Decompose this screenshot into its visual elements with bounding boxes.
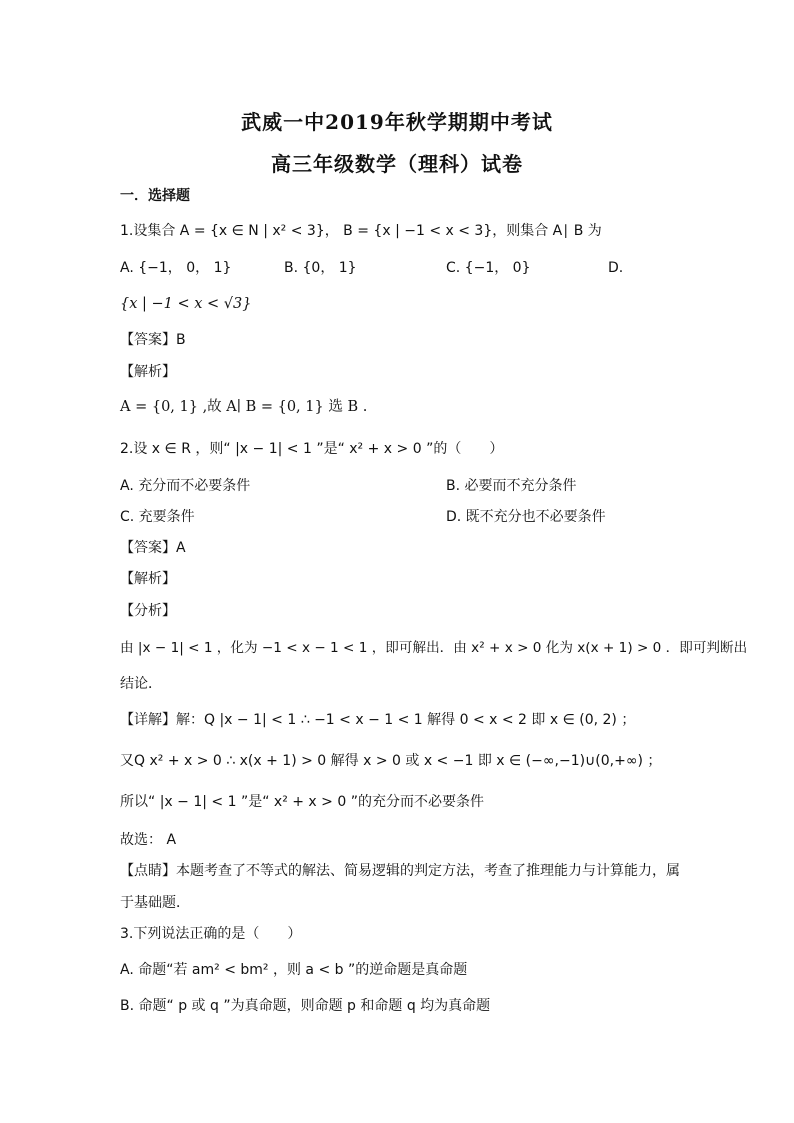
section-heading: 一．选择题 bbox=[120, 188, 190, 204]
question-1-option-a: A. {−1， 0， 1} bbox=[120, 260, 232, 276]
question-3-stem: 3.下列说法正确的是（ ） bbox=[120, 926, 302, 942]
answer-value: B bbox=[176, 332, 186, 348]
question-1-option-d: D. bbox=[608, 260, 624, 276]
question-1-option-d-value: {x | −1 < x < √3} bbox=[120, 296, 252, 312]
question-2-option-b: B. 必要而不充分条件 bbox=[446, 478, 577, 494]
question-2-choose: 故选： A bbox=[120, 832, 177, 848]
question-3-option-b: B. 命题“ p 或 q ”为真命题，则命题 p 和命题 q 均为真命题 bbox=[120, 998, 491, 1014]
question-2-option-a: A. 充分而不必要条件 bbox=[120, 478, 251, 494]
question-2-dianjing-line-2: 于基础题． bbox=[120, 895, 190, 911]
question-1-option-b: B. {0， 1} bbox=[284, 260, 357, 276]
answer-tag: 【答案】 bbox=[120, 540, 176, 556]
question-2-xiangjie-line-1 bbox=[120, 709, 635, 731]
answer-tag: 【答案】 bbox=[120, 332, 176, 348]
question-2-answer bbox=[120, 537, 186, 559]
question-1-analysis: A = {0, 1} ,故 A∣ B = {0, 1} 选 B . bbox=[120, 399, 368, 415]
question-2-xiangjie-line-2: 又Q x² + x > 0 ∴ x(x + 1) > 0 解得 x > 0 或 x < −1 即 x ∈ (−∞,−1)∪(0,+∞) ； bbox=[120, 753, 662, 769]
question-2-option-c: C. 充要条件 bbox=[120, 509, 195, 525]
question-2-fenxi-tag: 【分析】 bbox=[120, 603, 176, 619]
exam-subtitle: 高三年级数学（理科）试卷 bbox=[271, 152, 523, 176]
question-1-analysis-tag: 【解析】 bbox=[120, 364, 176, 380]
dianjing-text-1: 本题考查了不等式的解法、简易逻辑的判定方法，考查了推理能力与计算能力，属 bbox=[176, 863, 680, 879]
question-2-stem: 2.设 x ∈ R ，则“ |x − 1| < 1 ”是“ x² + x > 0 ”的（ ） bbox=[120, 441, 504, 457]
question-2-fenxi-line-1: 由 |x − 1| < 1 ，化为 −1 < x − 1 < 1 ，即可解出．由 x² + x > 0 化为 x(x + 1) > 0 ．即可判断出 bbox=[120, 640, 748, 656]
question-2-dianjing-line-1 bbox=[120, 860, 680, 882]
question-2-option-d: D. 既不充分也不必要条件 bbox=[446, 509, 606, 525]
xiangjie-text-1: 解：Q |x − 1| < 1 ∴ −1 < x − 1 < 1 解得 0 < x < 2 即 x ∈ (0, 2) ； bbox=[176, 712, 636, 728]
question-1-stem: 1.设集合 A = {x ∈ N | x² < 3}， B = {x | −1 < x < 3}，则集合 A∣ B 为 bbox=[120, 223, 602, 239]
question-2-fenxi-line-2: 结论． bbox=[120, 676, 162, 692]
xiangjie-tag: 【详解】 bbox=[120, 712, 176, 728]
question-1-option-c: C. {−1， 0} bbox=[446, 260, 531, 276]
exam-title: 武威一中2019年秋学期期中考试 bbox=[241, 110, 553, 134]
question-2-xiangjie-line-3: 所以“ |x − 1| < 1 ”是“ x² + x > 0 ”的充分而不必要条件 bbox=[120, 794, 484, 810]
dianjing-tag: 【点睛】 bbox=[120, 863, 176, 879]
question-2-analysis-tag: 【解析】 bbox=[120, 571, 176, 587]
question-3-option-a: A. 命题“若 am² < bm² ，则 a < b ”的逆命题是真命题 bbox=[120, 962, 468, 978]
question-1-answer bbox=[120, 329, 186, 351]
answer-value: A bbox=[176, 540, 186, 556]
